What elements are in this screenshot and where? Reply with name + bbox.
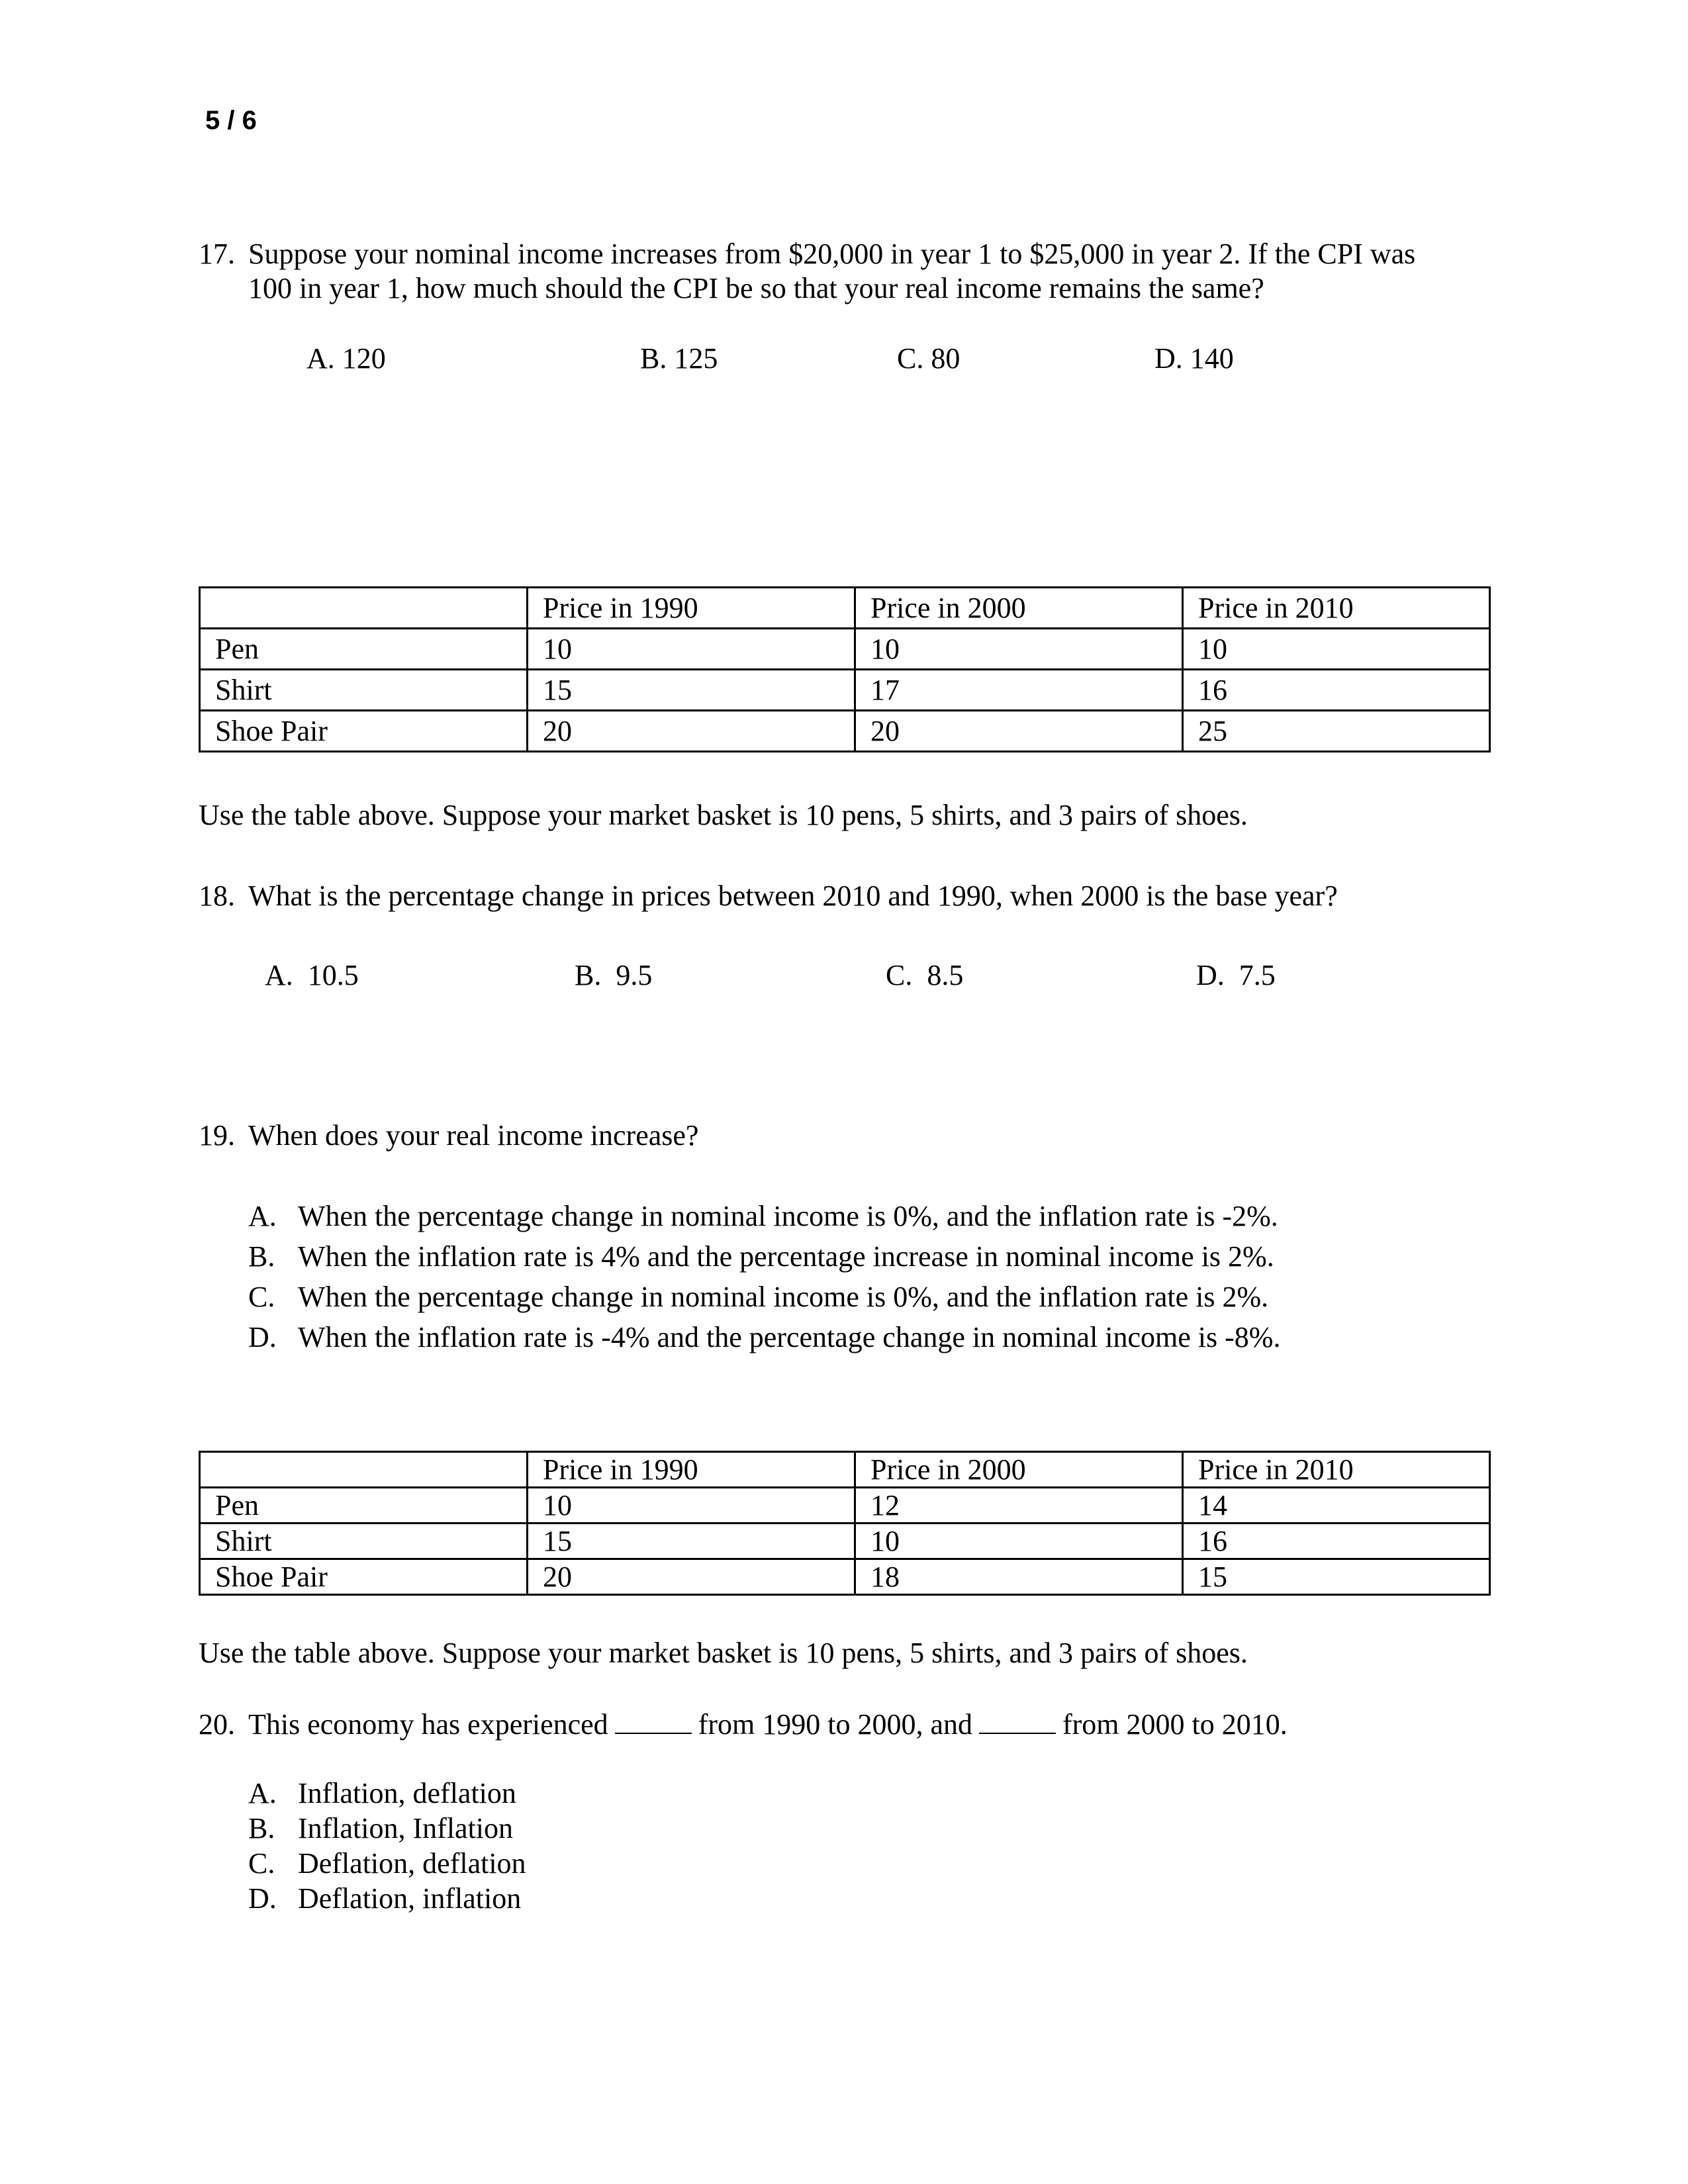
option-text: Inflation, Inflation (298, 1812, 514, 1844)
table-row (200, 711, 1490, 752)
question-number: 19. (199, 1119, 235, 1152)
answer-option-c[interactable] (248, 1283, 1268, 1312)
table-header-cell: Price in 2000 (855, 588, 1183, 629)
question-number: 18. (199, 880, 235, 912)
table-header-cell: Price in 2010 (1183, 1452, 1490, 1488)
table-cell: Pen (200, 1488, 528, 1524)
table-header-row (200, 588, 1490, 629)
question-17-line-2: 100 in year 1, how much should the CPI be so that your real income remains the same? (248, 272, 1264, 304)
answer-option-b[interactable] (248, 1814, 513, 1843)
table-header-cell: Price in 2000 (855, 1452, 1183, 1488)
table-cell: 10 (528, 1488, 855, 1524)
option-text: Deflation, deflation (298, 1847, 526, 1880)
question-number: 17. (199, 238, 235, 270)
option-value: 9.5 (616, 959, 653, 991)
answer-option-a[interactable] (265, 961, 359, 990)
option-value: 8.5 (927, 959, 964, 991)
question-text-part-2: from 1990 to 2000, and (698, 1708, 972, 1741)
option-label: A. (248, 1777, 277, 1809)
question-text-part-1: This economy has experienced (248, 1708, 608, 1741)
table-header-cell (200, 588, 528, 629)
table-cell: Shoe Pair (200, 711, 528, 752)
answer-option-d[interactable]: D. 140 (1154, 342, 1234, 375)
page-number: 5 / 6 (205, 106, 257, 135)
table-cell: 18 (855, 1559, 1183, 1595)
table-cell: 20 (528, 1559, 855, 1595)
option-value: 10.5 (307, 959, 359, 991)
option-value: 7.5 (1239, 959, 1276, 991)
option-text: Deflation, inflation (298, 1882, 522, 1915)
table-row (200, 670, 1490, 711)
option-text: Inflation, deflation (298, 1777, 516, 1809)
answer-option-c[interactable]: C. 80 (897, 342, 961, 375)
option-label: B. (575, 959, 602, 991)
table-cell: 14 (1183, 1488, 1490, 1524)
table-cell: 15 (528, 1524, 855, 1559)
option-text: When the percentage change in nominal income is 0%, and the inflation rate is 2%. (298, 1281, 1269, 1313)
table-cell: Shoe Pair (200, 1559, 528, 1595)
basket-note-2: Use the table above. Suppose your market basket is 10 pens, 5 shirts, and 3 pairs of shoes. (199, 1637, 1248, 1669)
answer-option-c[interactable] (886, 961, 963, 990)
question-text: When does your real income increase? (248, 1119, 699, 1152)
price-table-1 (199, 586, 1491, 752)
question-text: What is the percentage change in prices between 2010 and 1990, when 2000 is the base year? (248, 880, 1338, 912)
table-cell: Shirt (200, 1524, 528, 1559)
table-row (200, 1524, 1490, 1559)
basket-note-1: Use the table above. Suppose your market basket is 10 pens, 5 shirts, and 3 pairs of shoes. (199, 799, 1248, 831)
question-20-line (199, 1709, 1288, 1739)
question-19-line (199, 1121, 698, 1150)
table-header-cell: Price in 2010 (1183, 588, 1490, 629)
question-17-line-1 (199, 240, 1415, 269)
fill-in-blank-2 (979, 1709, 1056, 1734)
answer-option-b[interactable]: B. 125 (640, 342, 718, 375)
answer-option-a[interactable]: A. 120 (306, 342, 386, 375)
table-cell: Pen (200, 629, 528, 670)
table-cell: 16 (1183, 1524, 1490, 1559)
table-cell: Shirt (200, 670, 528, 711)
table-header-row (200, 1452, 1490, 1488)
option-label: D. (248, 1882, 277, 1915)
question-text-part-3: from 2000 to 2010. (1062, 1708, 1288, 1741)
question-18-line (199, 882, 1338, 911)
table-cell: 10 (528, 629, 855, 670)
answer-option-b[interactable] (248, 1242, 1274, 1271)
table-cell: 20 (528, 711, 855, 752)
option-label: C. (248, 1281, 275, 1313)
table-cell: 20 (855, 711, 1183, 752)
option-label: D. (248, 1321, 277, 1353)
option-label: B. (248, 1812, 275, 1844)
price-table-2 (199, 1451, 1491, 1596)
fill-in-blank-1 (615, 1709, 692, 1734)
option-label: D. (1196, 959, 1225, 991)
table-cell: 10 (855, 1524, 1183, 1559)
table-cell: 10 (1183, 629, 1490, 670)
option-label: A. (265, 959, 293, 991)
table-row (200, 629, 1490, 670)
table-row (200, 1559, 1490, 1595)
option-text: When the inflation rate is 4% and the percentage increase in nominal income is 2%. (298, 1240, 1274, 1273)
option-label: C. (886, 959, 913, 991)
table-header-cell (200, 1452, 528, 1488)
answer-option-d[interactable] (248, 1323, 1280, 1352)
question-text: Suppose your nominal income increases from $20,000 in year 1 to $25,000 in year 2. If the CPI was (248, 238, 1416, 270)
option-label: B. (248, 1240, 275, 1273)
table-cell: 25 (1183, 711, 1490, 752)
answer-option-c[interactable] (248, 1849, 526, 1878)
option-text: When the percentage change in nominal income is 0%, and the inflation rate is -2%. (298, 1200, 1278, 1232)
table-cell: 15 (1183, 1559, 1490, 1595)
table-header-cell: Price in 1990 (528, 1452, 855, 1488)
table-header-cell: Price in 1990 (528, 588, 855, 629)
table-row (200, 1488, 1490, 1524)
table-cell: 10 (855, 629, 1183, 670)
question-number: 20. (199, 1708, 235, 1741)
table-cell: 12 (855, 1488, 1183, 1524)
answer-option-a[interactable] (248, 1202, 1278, 1231)
table-cell: 16 (1183, 670, 1490, 711)
option-label: C. (248, 1847, 275, 1880)
table-cell: 17 (855, 670, 1183, 711)
answer-option-d[interactable] (1196, 961, 1276, 990)
table-cell: 15 (528, 670, 855, 711)
option-text: When the inflation rate is -4% and the percentage change in nominal income is -8%. (298, 1321, 1281, 1353)
answer-option-b[interactable] (575, 961, 652, 990)
answer-option-d[interactable] (248, 1884, 521, 1913)
option-label: A. (248, 1200, 277, 1232)
answer-option-a[interactable] (248, 1779, 516, 1808)
